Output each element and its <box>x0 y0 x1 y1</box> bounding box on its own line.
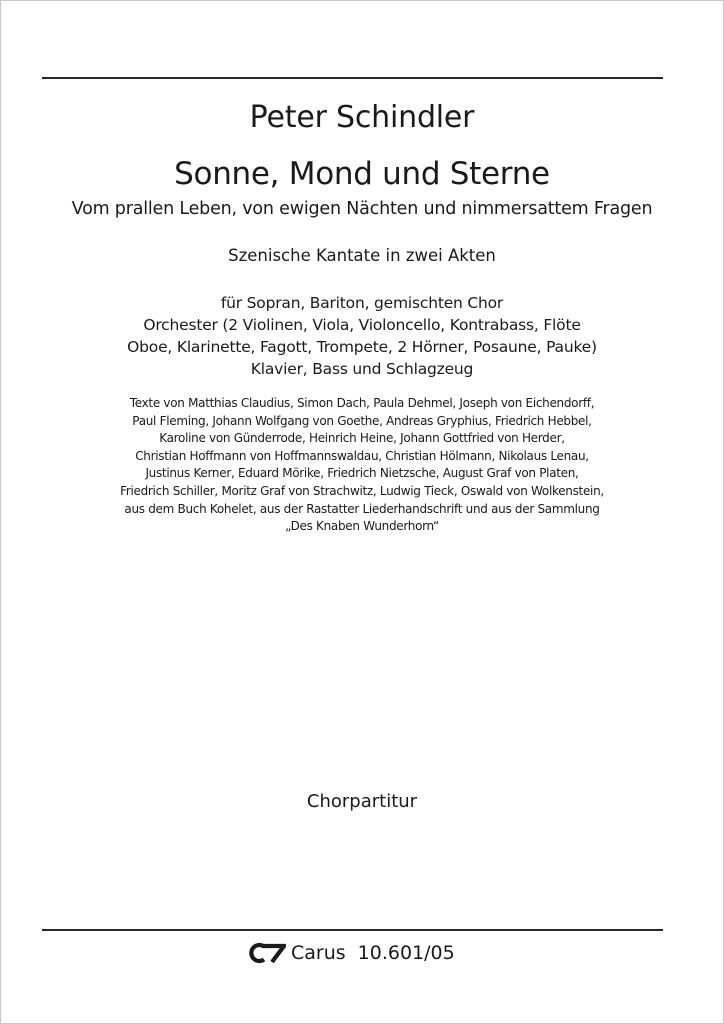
scoring-line: Orchester (2 Violinen, Viola, Violoncello, Kontrabass, Flöte <box>143 316 581 334</box>
composer-name: Peter Schindler <box>249 100 475 135</box>
publisher-name: Carus <box>291 942 346 964</box>
work-subtitle: Vom prallen Leben, von ewigen Nächten und nimmersattem Fragen <box>71 199 653 219</box>
scoring-block <box>20 292 704 380</box>
work-genre: Szenische Kantate in zwei Akten <box>228 246 496 265</box>
work-title: Sonne, Mond und Sterne <box>174 156 550 192</box>
publisher-imprint <box>246 938 455 968</box>
text-authors-line: „Des Knaben Wunderhorn“ <box>285 519 439 534</box>
catalog-number: 10.601/05 <box>357 942 455 964</box>
scoring-line: für Sopran, Bariton, gemischten Chor <box>220 294 504 312</box>
score-type: Chorpartitur <box>306 791 418 812</box>
top-rule <box>42 77 663 79</box>
carus-logo-icon <box>246 942 286 964</box>
text-authors-line: Texte von Matthias Claudius, Simon Dach, Paula Dehmel, Joseph von Eichendorff, <box>129 396 595 410</box>
text-authors-line: Karoline von Günderrode, Heinrich Heine, Johann Gottfried von Herder, <box>159 431 565 446</box>
text-authors-block <box>20 395 704 536</box>
text-authors-line: aus dem Buch Kohelet, aus der Rastatter Liederhandschrift und aus der Sammlung <box>124 501 600 516</box>
bottom-rule <box>42 929 663 931</box>
scoring-line: Klavier, Bass und Schlagzeug <box>250 360 474 378</box>
text-authors-line: Friedrich Schiller, Moritz Graf von Strachwitz, Ludwig Tieck, Oswald von Wolkenstein, <box>120 483 604 498</box>
text-authors-line: Christian Hoffmann von Hoffmannswaldau, Christian Hölmann, Nikolaus Lenau, <box>135 448 589 463</box>
text-authors-line: Paul Fleming, Johann Wolfgang von Goethe, Andreas Gryphius, Friedrich Hebbel, <box>132 413 592 428</box>
text-authors-line: Justinus Kerner, Eduard Mörike, Friedrich Nietzsche, August Graf von Platen, <box>145 466 579 481</box>
scoring-line: Oboe, Klarinette, Fagott, Trompete, 2 Hörner, Posaune, Pauke) <box>127 338 597 356</box>
